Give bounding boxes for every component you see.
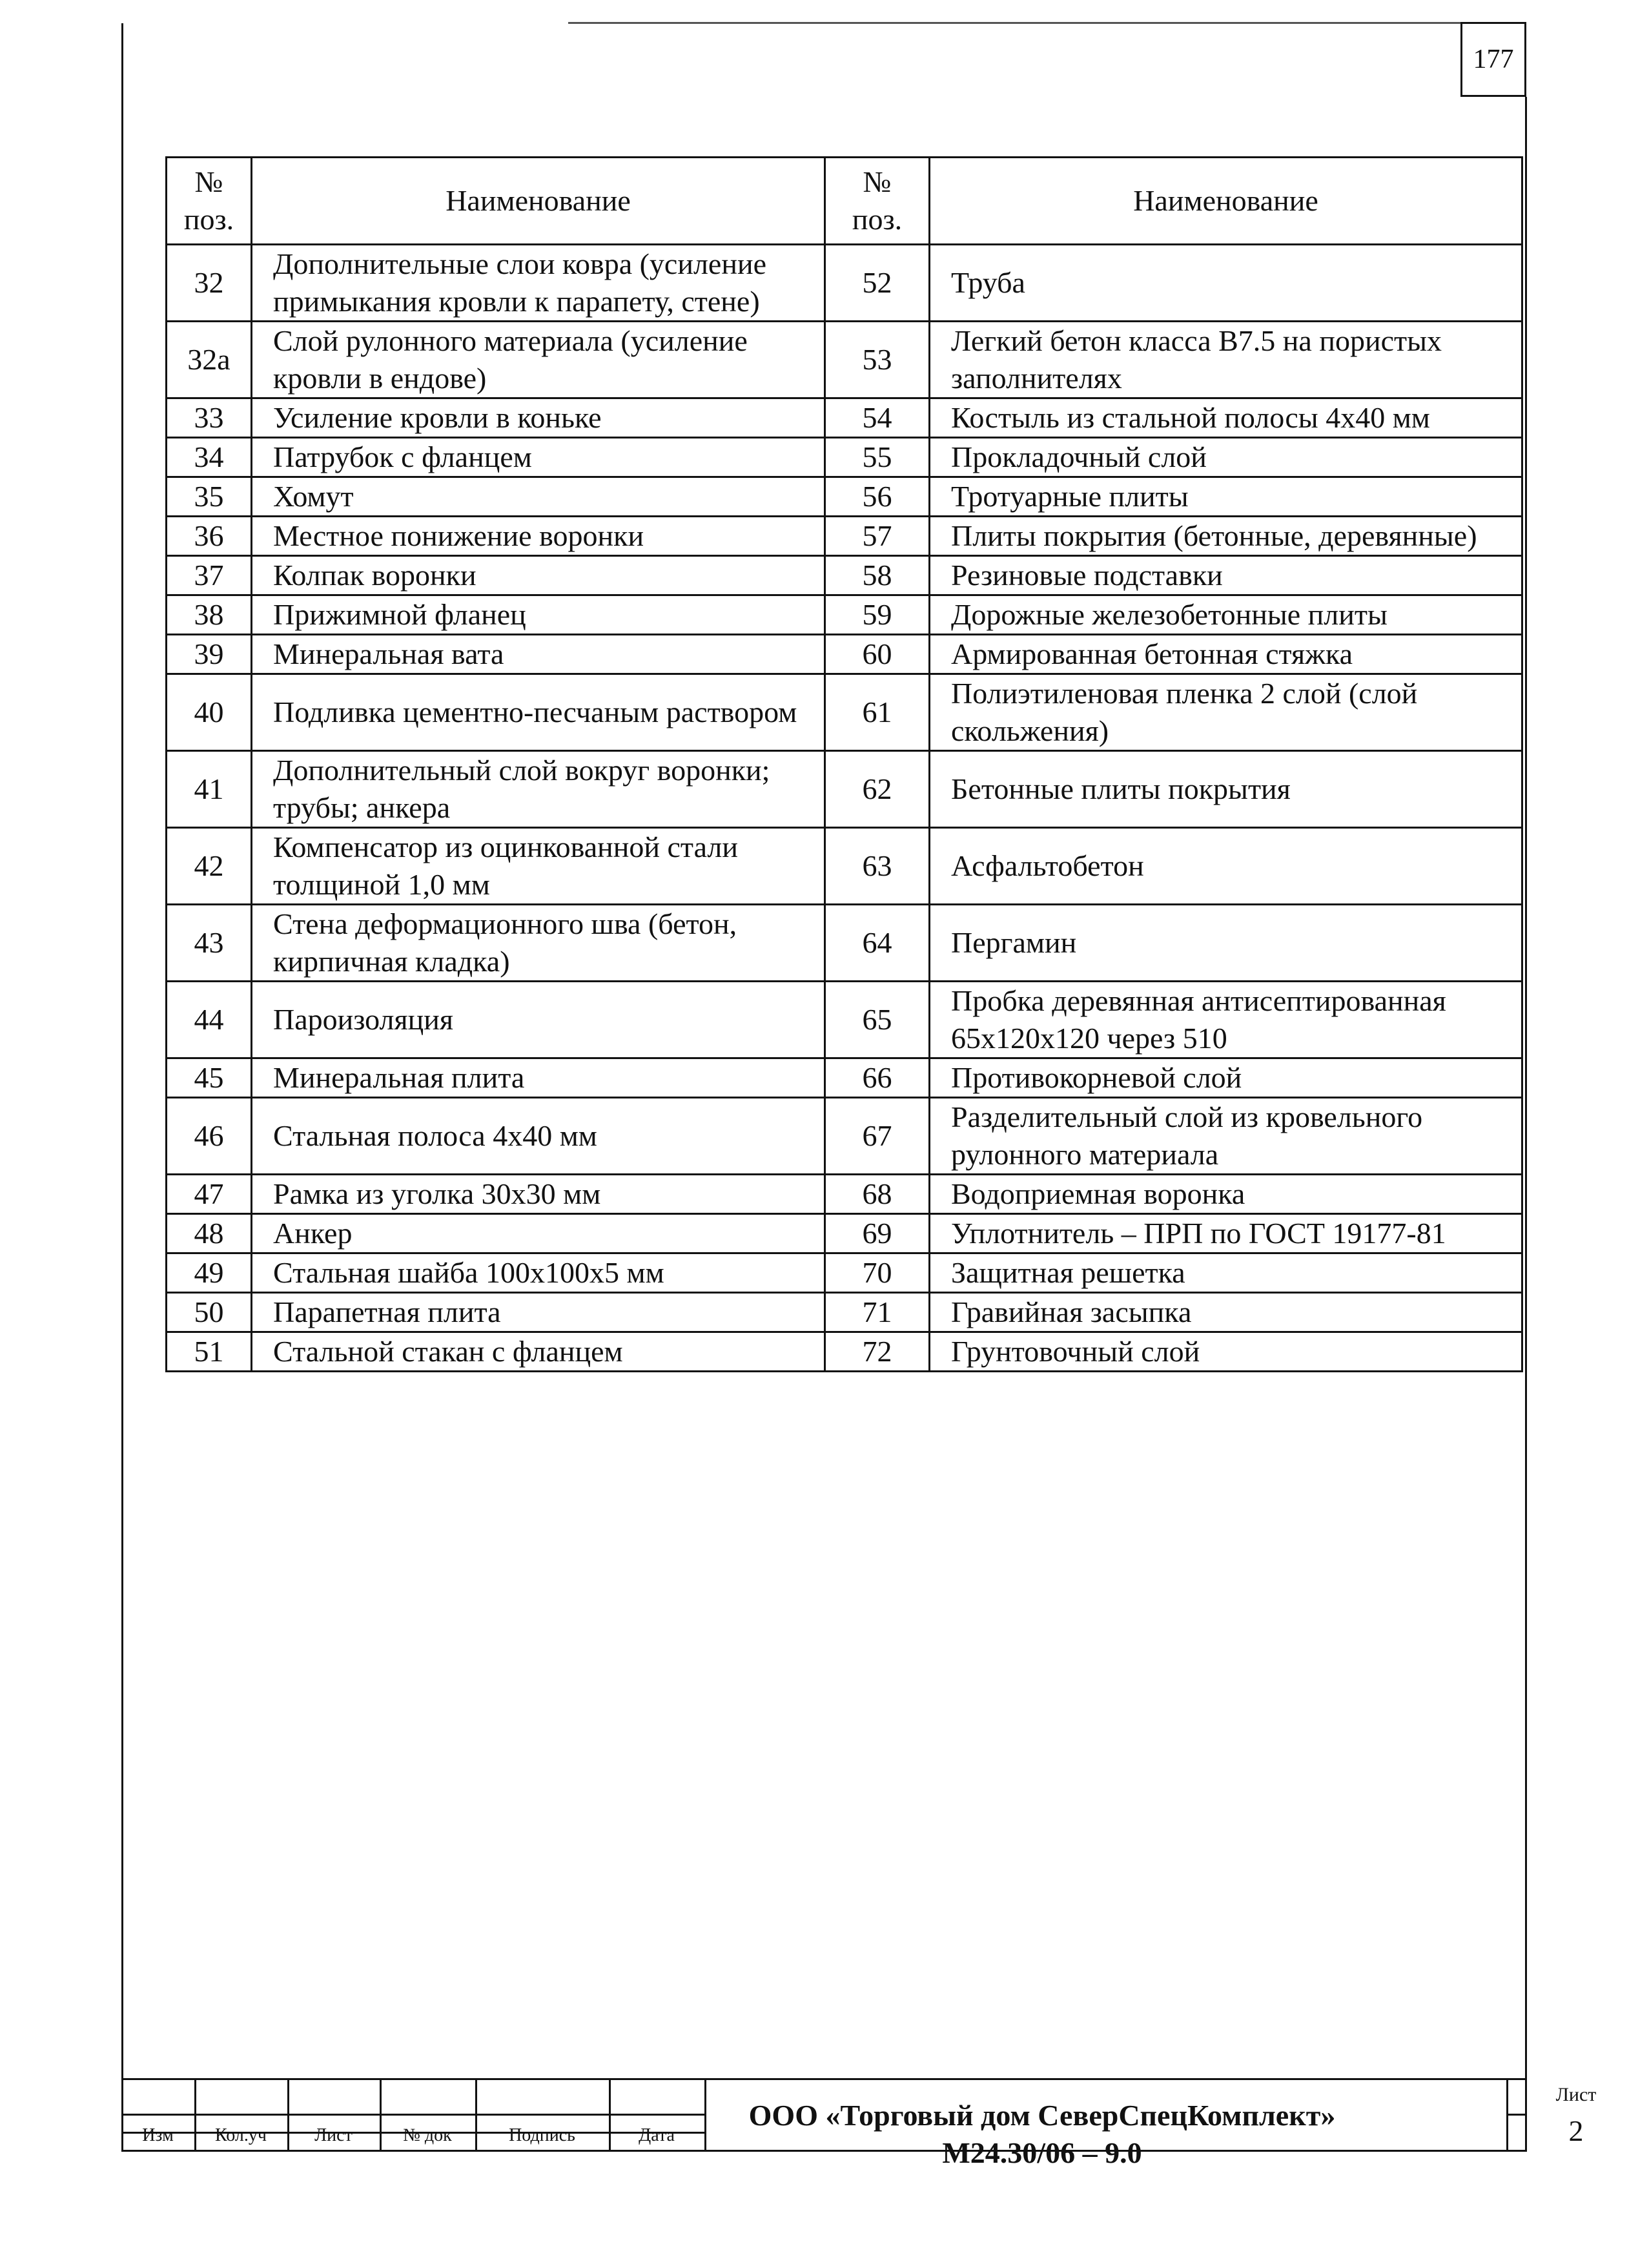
position-number: 58: [825, 556, 930, 595]
position-number: 39: [167, 635, 252, 674]
stamp-label-change: Изм: [142, 2125, 174, 2145]
position-number: 45: [167, 1058, 252, 1098]
table-row: [167, 1293, 1522, 1332]
item-name: Асфальтобетон: [930, 828, 1522, 905]
table-row: [167, 751, 1522, 828]
item-name: Минеральная вата: [252, 635, 825, 674]
stamp-label-date: Дата: [639, 2125, 675, 2145]
position-number: 34: [167, 438, 252, 477]
header-position-number: № поз.: [825, 158, 930, 245]
organization-name: ООО «Торговый дом СеверСпецКомплект»: [748, 2099, 1336, 2132]
item-name: Противокорневой слой: [930, 1058, 1522, 1098]
item-name: Легкий бетон класса В7.5 на пористых заполнителях: [930, 322, 1522, 398]
item-name: Стена деформационного шва (бетон, кирпичная кладка): [252, 905, 825, 982]
item-name: Прокладочный слой: [930, 438, 1522, 477]
item-name: Прижимной фланец: [252, 595, 825, 635]
position-number: 44: [167, 982, 252, 1058]
item-name: Подливка цементно-песчаным раствором: [252, 674, 825, 751]
item-name: Пробка деревянная антисептированная 65х120х120 через 510: [930, 982, 1522, 1058]
table-row: [167, 477, 1522, 517]
position-number: 62: [825, 751, 930, 828]
item-name: Дополнительный слой вокруг воронки; трубы; анкера: [252, 751, 825, 828]
item-name: Водоприемная воронка: [930, 1175, 1522, 1214]
item-name: Рамка из уголка 30х30 мм: [252, 1175, 825, 1214]
table-row: [167, 1332, 1522, 1372]
item-name: Патрубок с фланцем: [252, 438, 825, 477]
position-number: 69: [825, 1214, 930, 1253]
item-name: Хомут: [252, 477, 825, 517]
title-block: [121, 2078, 1597, 2169]
item-name: Минеральная плита: [252, 1058, 825, 1098]
item-name: Пергамин: [930, 905, 1522, 982]
item-name: Уплотнитель – ПРП по ГОСТ 19177-81: [930, 1214, 1522, 1253]
table-row: [167, 828, 1522, 905]
position-number: 71: [825, 1293, 930, 1332]
position-number: 51: [167, 1332, 252, 1372]
table-row: [167, 1058, 1522, 1098]
position-number: 56: [825, 477, 930, 517]
position-number: 33: [167, 398, 252, 438]
position-number: 65: [825, 982, 930, 1058]
table-row: [167, 322, 1522, 398]
table-row: [167, 1214, 1522, 1253]
stamp-row-line: [121, 2114, 704, 2116]
position-number: 40: [167, 674, 252, 751]
table-row: [167, 438, 1522, 477]
item-name: Колпак воронки: [252, 556, 825, 595]
item-name: Местное понижение воронки: [252, 517, 825, 556]
item-name: Гравийная засыпка: [930, 1293, 1522, 1332]
item-name: Стальной стакан с фланцем: [252, 1332, 825, 1372]
position-number: 38: [167, 595, 252, 635]
position-number: 60: [825, 635, 930, 674]
position-number: 63: [825, 828, 930, 905]
item-name: Бетонные плиты покрытия: [930, 751, 1522, 828]
item-name: Дорожные железобетонные плиты: [930, 595, 1522, 635]
item-name: Армированная бетонная стяжка: [930, 635, 1522, 674]
item-name: Стальная полоса 4х40 мм: [252, 1098, 825, 1175]
frame-top-border: [568, 22, 1525, 24]
position-number: 52: [825, 245, 930, 322]
position-number: 53: [825, 322, 930, 398]
position-number: 57: [825, 517, 930, 556]
table-row: [167, 245, 1522, 322]
frame-right-border: [1525, 97, 1527, 2150]
table-header-row: [167, 158, 1522, 245]
item-name: Грунтовочный слой: [930, 1332, 1522, 1372]
item-name: Парапетная плита: [252, 1293, 825, 1332]
page-number: 177: [1460, 22, 1526, 97]
table-row: [167, 517, 1522, 556]
stamp-label-signature: Подпись: [509, 2125, 575, 2145]
item-name: Труба: [930, 245, 1522, 322]
position-number: 59: [825, 595, 930, 635]
position-number: 64: [825, 905, 930, 982]
position-number: 41: [167, 751, 252, 828]
header-name: Наименование: [252, 158, 825, 245]
item-name: Полиэтиленовая пленка 2 слой (слой скольжения): [930, 674, 1522, 751]
table-row: [167, 1175, 1522, 1214]
frame-left-border: [121, 23, 123, 2152]
item-name: Компенсатор из оцинкованной стали толщиной 1,0 мм: [252, 828, 825, 905]
item-name: Костыль из стальной полосы 4х40 мм: [930, 398, 1522, 438]
position-number: 46: [167, 1098, 252, 1175]
stamp-organization-block: [706, 2097, 1378, 2172]
stamp-label-doc: № док: [403, 2125, 452, 2145]
position-number: 72: [825, 1332, 930, 1372]
table-row: [167, 905, 1522, 982]
item-name: Усиление кровли в коньке: [252, 398, 825, 438]
item-name: Слой рулонного материала (усиление кровли в ендове): [252, 322, 825, 398]
table-row: [167, 1098, 1522, 1175]
stamp-label-sheet: Лист: [314, 2125, 353, 2145]
item-name: Анкер: [252, 1214, 825, 1253]
specification-table: [165, 156, 1523, 1372]
item-name: Плиты покрытия (бетонные, деревянные): [930, 517, 1522, 556]
item-name: Тротуарные плиты: [930, 477, 1522, 517]
sheet-label: Лист: [1555, 2084, 1597, 2105]
position-number: 55: [825, 438, 930, 477]
position-number: 32: [167, 245, 252, 322]
position-number: 54: [825, 398, 930, 438]
position-number: 70: [825, 1253, 930, 1293]
sheet-number: 2: [1568, 2114, 1584, 2147]
item-name: Резиновые подставки: [930, 556, 1522, 595]
table-row: [167, 674, 1522, 751]
item-name: Защитная решетка: [930, 1253, 1522, 1293]
item-name: Дополнительные слои ковра (усиление примыкания кровли к парапету, стене): [252, 245, 825, 322]
position-number: 68: [825, 1175, 930, 1214]
table-row: [167, 1253, 1522, 1293]
table-row: [167, 595, 1522, 635]
position-number: 49: [167, 1253, 252, 1293]
document-code: М24.30/06 – 9.0: [942, 2136, 1142, 2169]
table-row: [167, 635, 1522, 674]
table-row: [167, 398, 1522, 438]
item-name: Пароизоляция: [252, 982, 825, 1058]
position-number: 36: [167, 517, 252, 556]
header-position-number: № поз.: [167, 158, 252, 245]
position-number: 35: [167, 477, 252, 517]
position-number: 48: [167, 1214, 252, 1253]
position-number: 32а: [167, 322, 252, 398]
position-number: 66: [825, 1058, 930, 1098]
stamp-label-qty: Кол.уч: [215, 2125, 267, 2145]
position-number: 47: [167, 1175, 252, 1214]
table-row: [167, 982, 1522, 1058]
position-number: 43: [167, 905, 252, 982]
item-name: Разделительный слой из кровельного рулонного материала: [930, 1098, 1522, 1175]
table-body: [167, 245, 1522, 1372]
position-number: 50: [167, 1293, 252, 1332]
position-number: 42: [167, 828, 252, 905]
item-name: Стальная шайба 100х100х5 мм: [252, 1253, 825, 1293]
table-row: [167, 556, 1522, 595]
position-number: 61: [825, 674, 930, 751]
position-number: 67: [825, 1098, 930, 1175]
header-name: Наименование: [930, 158, 1522, 245]
position-number: 37: [167, 556, 252, 595]
